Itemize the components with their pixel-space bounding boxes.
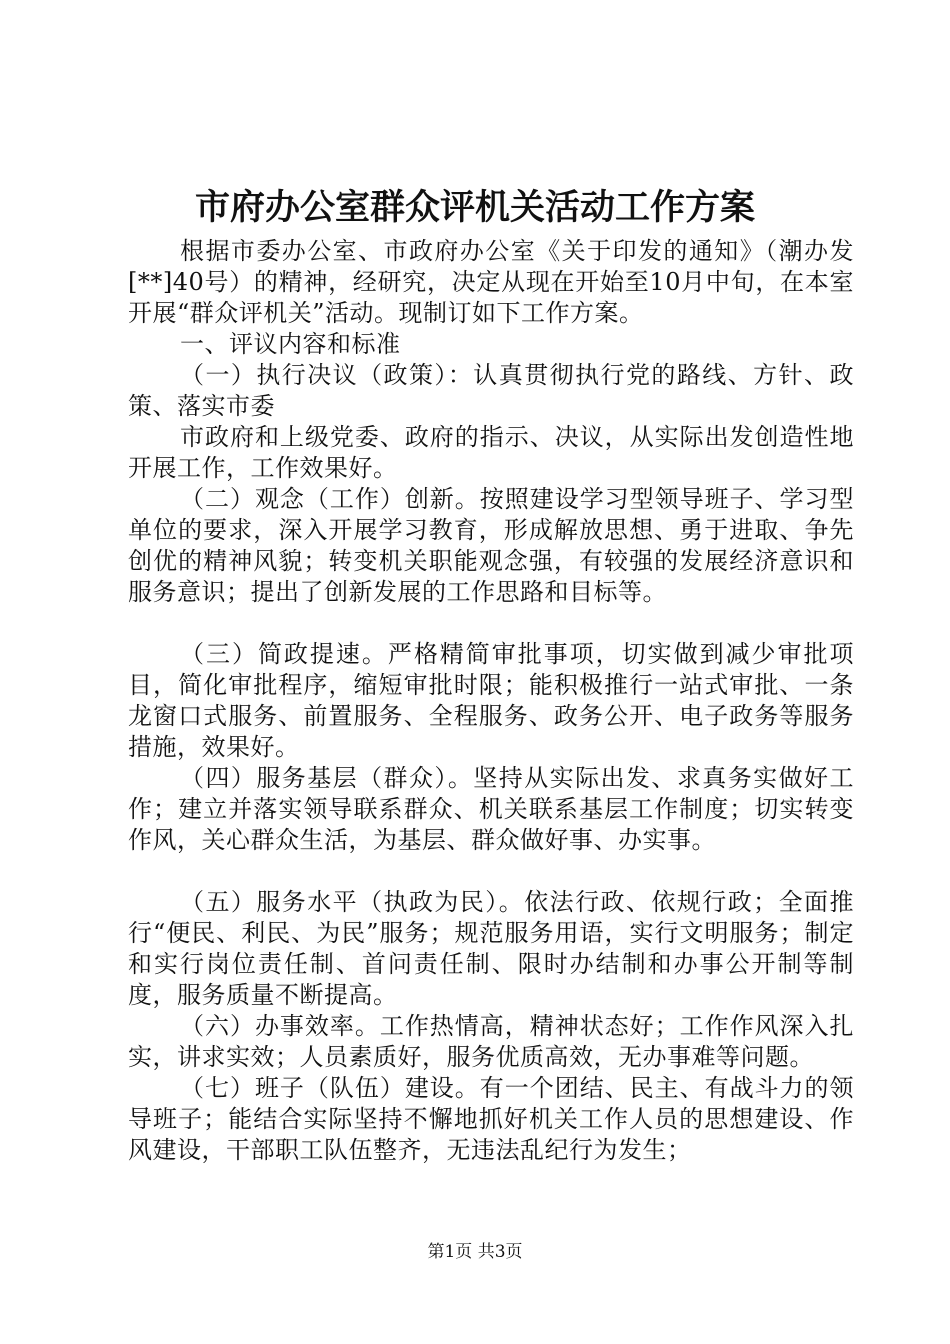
paragraph-item-7: （七）班子（队伍）建设。有一个团结、民主、有战斗力的领导班子；能结合实际坚持不懈地抓好机关工作人员的思想建设、作风建设，干部职工队伍整齐，无违法乱纪行为发生； (128, 1074, 854, 1164)
paragraph-item-1: （一）执行决议（政策）：认真贯彻执行党的路线、方针、政策、落实市委 (128, 361, 854, 420)
document-body (128, 236, 854, 1166)
paragraph-item-2: （二）观念（工作）创新。按照建设学习型领导班子、学习型单位的要求，深入开展学习教育，形成解放思想、勇于进取、争先创优的精神风貌；转变机关职能观念强，有较强的发展经济意识和服务意识；提出了创新发展的工作思路和目标等。 (128, 485, 854, 606)
paragraph-item-4: （四）服务基层（群众）。坚持从实际出发、求真务实做好工作；建立并落实领导联系群众、机关联系基层工作制度；切实转变作风，关心群众生活，为基层、群众做好事、办实事。 (128, 764, 854, 854)
section-heading-criteria: 一、评议内容和标准 (180, 330, 401, 358)
paragraph-item-6: （六）办事效率。工作热情高，精神状态好；工作作风深入扎实，讲求实效；人员素质好，服务优质高效，无办事难等问题。 (128, 1012, 854, 1071)
document-title: 市府办公室群众评机关活动工作方案 (194, 187, 755, 228)
paragraph-item-5: （五）服务水平（执政为民）。依法行政、依规行政；全面推行“便民、利民、为民”服务；规范服务用语，实行文明服务；制定和实行岗位责任制、首问责任制、限时办结制和办事公开制等制度，服务质量不断提高。 (128, 888, 854, 1009)
paragraph-intro: 根据市委办公室、市政府办公室《关于印发的通知》（潮办发[**]40号）的精神，经研究，决定从现在开始至10月中旬，在本室开展“群众评机关”活动。现制订如下工作方案。 (128, 237, 854, 327)
paragraph-item-1-continued: 市政府和上级党委、政府的指示、决议，从实际出发创造性地开展工作，工作效果好。 (128, 423, 854, 482)
page-number-footer: 第1页 共3页 (427, 1242, 523, 1262)
paragraph-item-3: （三）简政提速。严格精简审批事项，切实做到减少审批项目，简化审批程序，缩短审批时限；能积极推行一站式审批、一条龙窗口式服务、前置服务、全程服务、政务公开、电子政务等服务措施，效果好。 (128, 640, 854, 761)
